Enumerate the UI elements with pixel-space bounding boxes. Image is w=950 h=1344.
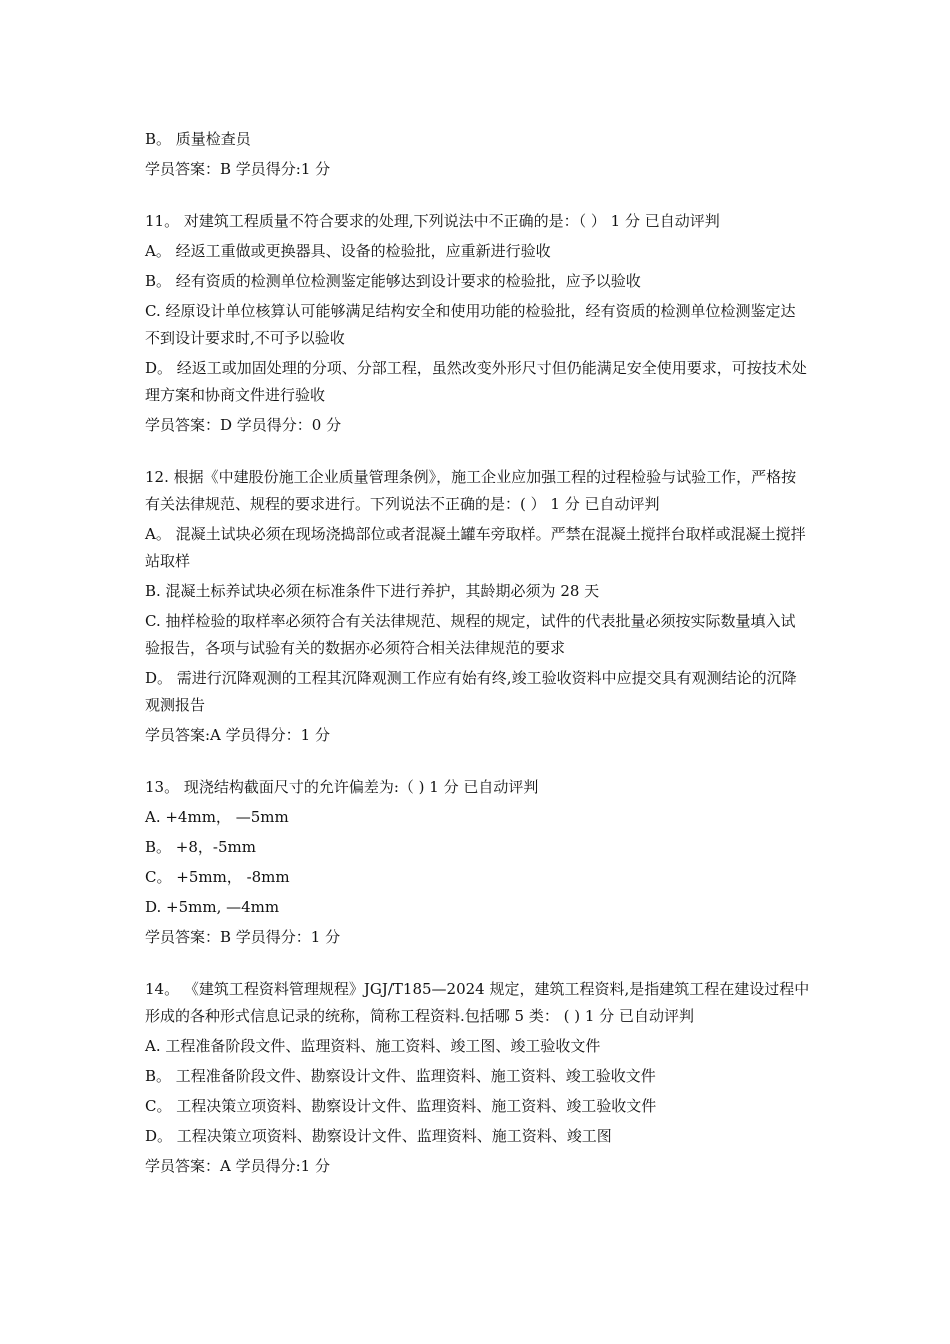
question-12-answer: 学员答案:A 学员得分：1 分 xyxy=(145,726,330,744)
question-12-option-c: C. 抽样检验的取样率必须符合有关法律规范、规程的规定，试件的代表批量必须按实际数量填入试验报告，各项与试验有关的数据亦必须符合相关法律规范的要求 xyxy=(145,612,796,657)
prev-option-b: B。 质量检查员 xyxy=(145,130,251,148)
question-13-option-c: C。 +5mm， -8mm xyxy=(145,868,290,886)
question-14-option-b: B。 工程准备阶段文件、勘察设计文件、监理资料、施工资料、竣工验收文件 xyxy=(145,1067,656,1085)
question-11-answer: 学员答案：D 学员得分：0 分 xyxy=(145,416,342,434)
question-12-option-d: D。 需进行沉降观测的工程其沉降观测工作应有始有终,竣工验收资料中应提交具有观测结论的沉降观测报告 xyxy=(145,669,797,714)
question-13-option-d: D. +5mm, —4mm xyxy=(145,898,280,916)
question-14-answer: 学员答案：A 学员得分:1 分 xyxy=(145,1157,330,1175)
prev-answer: 学员答案：B 学员得分:1 分 xyxy=(145,160,331,178)
question-13-option-a: A. +4mm， —5mm xyxy=(145,808,289,826)
question-14-stem: 14。 《建筑工程资料管理规程》JGJ/T185—2024 规定，建筑工程资料,是指建筑工程在建设过程中形成的各种形式信息记录的统称，简称工程资料.包括哪 5 类： ( ) 1 分 已自动评判 xyxy=(145,980,810,1025)
question-11-option-a: A。 经返工重做或更换器具、设备的检验批，应重新进行验收 xyxy=(145,242,551,260)
question-12-stem: 12. 根据《中建股份施工企业质量管理条例》，施工企业应加强工程的过程检验与试验工作，严格按有关法律规范、规程的要求进行。下列说法不正确的是：( ） 1 分 已自动评判 xyxy=(145,468,797,513)
question-14-option-a: A. 工程准备阶段文件、监理资料、施工资料、竣工图、竣工验收文件 xyxy=(145,1037,601,1055)
question-12-option-a: A。 混凝土试块必须在现场浇捣部位或者混凝土罐车旁取样。严禁在混凝土搅拌台取样或混凝土搅拌站取样 xyxy=(145,525,806,570)
question-13-answer: 学员答案：B 学员得分：1 分 xyxy=(145,928,341,946)
question-11-option-d: D。 经返工或加固处理的分项、分部工程，虽然改变外形尺寸但仍能满足安全使用要求，可按技术处理方案和协商文件进行验收 xyxy=(145,359,807,404)
question-12-option-b: B. 混凝土标养试块必须在标准条件下进行养护，其龄期必须为 28 天 xyxy=(145,582,600,600)
document-content xyxy=(145,126,810,1183)
question-13-option-b: B。 +8，-5mm xyxy=(145,838,256,856)
question-14-option-c: C。 工程决策立项资料、勘察设计文件、监理资料、施工资料、竣工验收文件 xyxy=(145,1097,657,1115)
question-11-option-c: C. 经原设计单位核算认可能够满足结构安全和使用功能的检验批，经有资质的检测单位检测鉴定达不到设计要求时,不可予以验收 xyxy=(145,302,796,347)
question-11-option-b: B。 经有资质的检测单位检测鉴定能够达到设计要求的检验批，应予以验收 xyxy=(145,272,641,290)
question-11-stem: 11。 对建筑工程质量不符合要求的处理,下列说法中不正确的是：（ ） 1 分 已自动评判 xyxy=(145,212,720,230)
question-14-option-d: D。 工程决策立项资料、勘察设计文件、监理资料、施工资料、竣工图 xyxy=(145,1127,612,1145)
question-13-stem: 13。 现浇结构截面尺寸的允许偏差为:（ ) 1 分 已自动评判 xyxy=(145,778,539,796)
